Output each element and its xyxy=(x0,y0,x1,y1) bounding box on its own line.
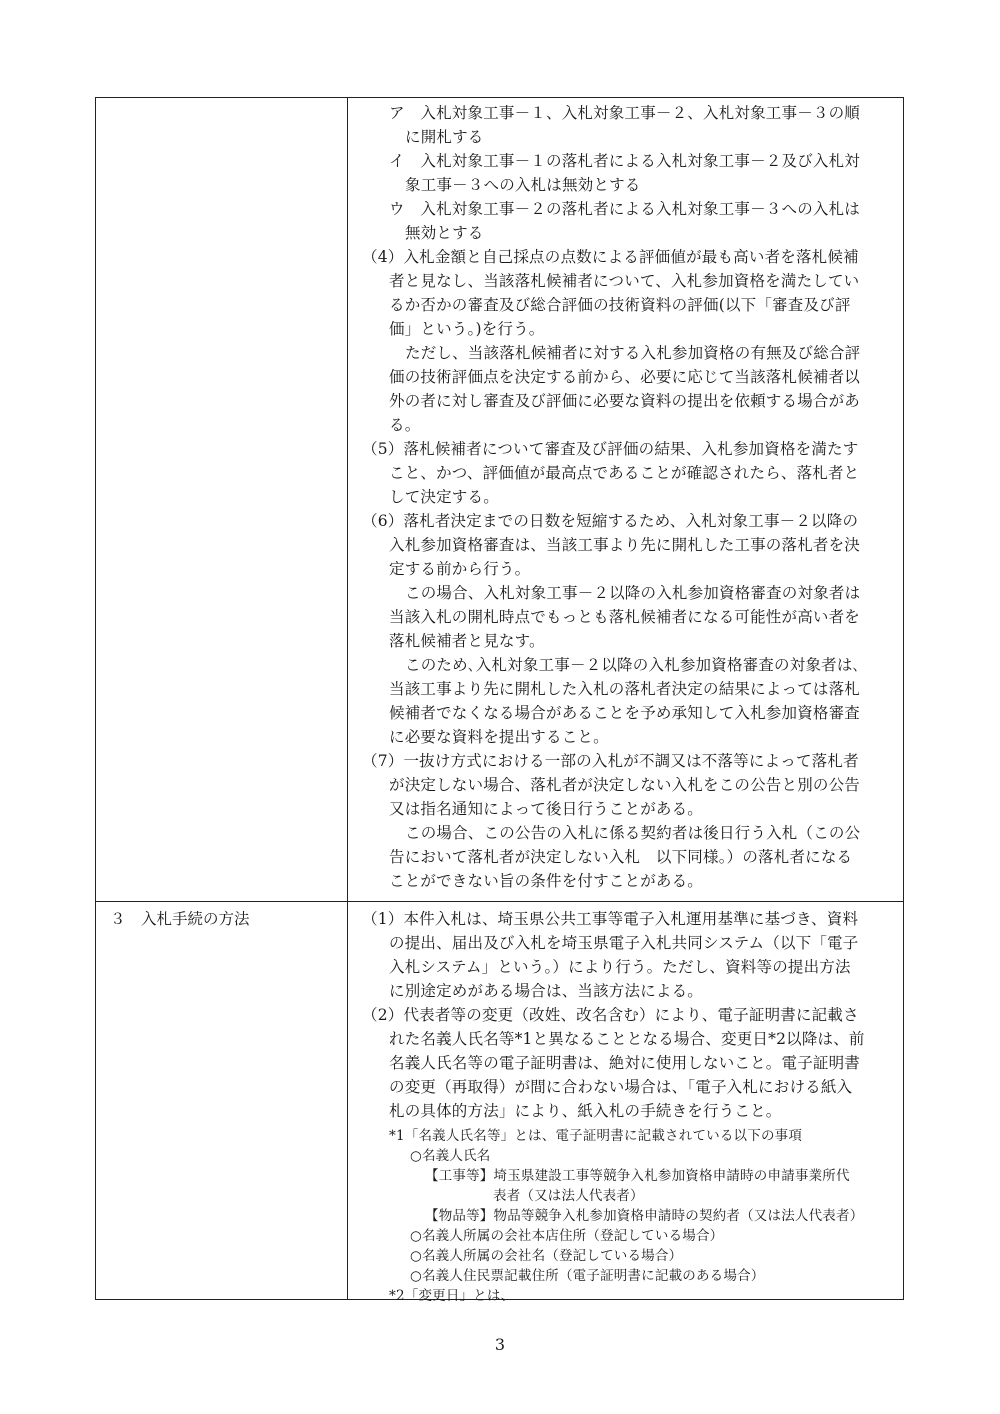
text-line: 外の者に対し審査及び評価に必要な資料の提出を依頼する場合があ xyxy=(389,392,861,410)
text-line: 無効とする xyxy=(405,224,484,242)
footnote-line: ○名義人所属の会社名（登記している場合） xyxy=(410,1248,683,1264)
footnote-line: *2「変更日」とは、 xyxy=(389,1288,515,1304)
text-line: 当該工事より先に開札した入札の落札者決定の結果によっては落札 xyxy=(389,680,861,698)
text-line: （6）落札者決定までの日数を短縮するため、入札対象工事－２以降の xyxy=(362,512,859,530)
text-line: れた名義人氏名等*1と異なることとなる場合、変更日*2以降は、前 xyxy=(389,1030,865,1048)
column-divider xyxy=(347,98,348,901)
text-line: に別途定めがある場合は、当該方法による。 xyxy=(389,982,704,1000)
footnote-line: 【工事等】埼玉県建設工事等競争入札参加資格申請時の申請事業所代 xyxy=(425,1168,850,1184)
table-row xyxy=(96,902,903,1304)
footnote-line: ○名義人住民票記載住所（電子証明書に記載のある場合） xyxy=(410,1268,765,1284)
text-line: るか否かの審査及び総合評価の技術資料の評価(以下「審査及び評 xyxy=(389,296,851,314)
text-line: 価」という。)を行う。 xyxy=(389,320,545,338)
column-divider xyxy=(347,902,348,1299)
footnote-line: ○名義人氏名 xyxy=(410,1148,491,1164)
text-line: が決定しない場合、落札者が決定しない入札をこの公告と別の公告 xyxy=(389,776,861,794)
text-line: 落札候補者と見なす。 xyxy=(389,632,545,650)
text-line: この場合、入札対象工事－２以降の入札参加資格審査の対象者は xyxy=(405,584,861,602)
table-row xyxy=(96,98,903,902)
text-line: 名義人氏名等の電子証明書は、絶対に使用しないこと。電子証明書 xyxy=(389,1054,861,1072)
text-line: この場合、この公告の入札に係る契約者は後日行う入札（この公 xyxy=(405,824,861,842)
text-line: （4）入札金額と自己採点の点数による評価値が最も高い者を落札候補 xyxy=(362,248,859,266)
text-line: の変更（再取得）が間に合わない場合は、「電子入札における紙入 xyxy=(389,1078,853,1096)
text-line: 入札システム」という。）により行う。ただし、資料等の提出方法 xyxy=(389,958,851,976)
text-line: （5）落札候補者について審査及び評価の結果、入札参加資格を満たす xyxy=(362,440,859,458)
text-line: 定する前から行う。 xyxy=(389,560,531,578)
section-heading: ３ 入札手続の方法 xyxy=(110,910,250,928)
text-line: 候補者でなくなる場合があることを予め承知して入札参加資格審査 xyxy=(389,704,861,722)
text-line: ただし、当該落札候補者に対する入札参加資格の有無及び総合評 xyxy=(405,344,861,362)
text-line: の提出、届出及び入札を埼玉県電子入札共同システム（以下「電子 xyxy=(389,934,859,952)
text-line: （1）本件入札は、埼玉県公共工事等電子入札運用基準に基づき、資料 xyxy=(362,910,859,928)
text-line: （7）一抜け方式における一部の入札が不調又は不落等によって落札者 xyxy=(362,752,859,770)
text-line: 入札参加資格審査は、当該工事より先に開札した工事の落札者を決 xyxy=(389,536,861,554)
document-table xyxy=(95,97,904,1304)
footnote-line: *1「名義人氏名等」とは、電子証明書に記載されている以下の事項 xyxy=(389,1128,803,1144)
text-line: 者と見なし、当該落札候補者について、入札参加資格を満たしてい xyxy=(389,272,860,290)
text-line: ウ 入札対象工事－２の落札者による入札対象工事－３への入札は xyxy=(389,200,861,218)
text-line: ア 入札対象工事－１、入札対象工事－２、入札対象工事－３の順 xyxy=(389,104,861,122)
page-number: 3 xyxy=(494,1335,506,1354)
text-line: 又は指名通知によって後日行うことがある。 xyxy=(389,800,704,818)
text-line: ことができない旨の条件を付すことがある。 xyxy=(389,872,704,890)
text-line: して決定する。 xyxy=(389,488,499,506)
text-line: こと、かつ、評価値が最高点であることが確認されたら、落札者と xyxy=(389,464,860,482)
footnote-line: ○名義人所属の会社本店住所（登記している場合） xyxy=(410,1228,724,1244)
footnote-line: 表者（又は法人代表者） xyxy=(493,1188,644,1204)
text-line: 象工事－３への入札は無効とする xyxy=(405,176,641,194)
text-line: （2）代表者等の変更（改姓、改名含む）により、電子証明書に記載さ xyxy=(362,1006,859,1024)
text-line: 告において落札者が決定しない入札 以下同様。）の落札者になる xyxy=(389,848,853,866)
text-line: このため､入札対象工事－２以降の入札参加資格審査の対象者は､ xyxy=(405,656,861,674)
text-line: に必要な資料を提出すること。 xyxy=(389,728,609,746)
text-line: 当該入札の開札時点でもっとも落札候補者になる可能性が高い者を xyxy=(389,608,861,626)
text-line: 価の技術評価点を決定する前から、必要に応じて当該落札候補者以 xyxy=(389,368,861,386)
footnote-line: 【物品等】物品等競争入札参加資格申請時の契約者（又は法人代表者） xyxy=(425,1208,864,1224)
text-line: に開札する xyxy=(405,128,484,146)
text-line: 札の具体的方法」により、紙入札の手続きを行うこと。 xyxy=(389,1102,782,1120)
text-line: イ 入札対象工事－１の落札者による入札対象工事－２及び入札対 xyxy=(389,152,861,170)
text-line: る。 xyxy=(389,416,421,434)
